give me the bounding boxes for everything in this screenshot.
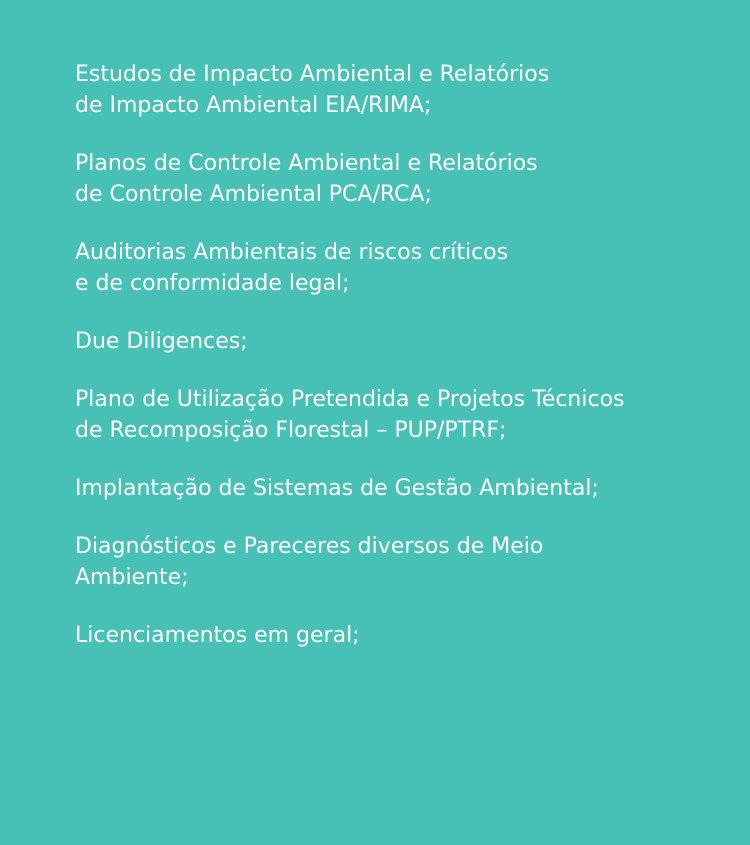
- service-line: de Impacto Ambiental EIA/RIMA;: [75, 93, 432, 118]
- service-item-diagnosticos: [75, 531, 710, 593]
- service-item-pup-ptrf: [75, 384, 710, 446]
- service-item-licenciamentos: [75, 620, 710, 651]
- service-line: Estudos de Impacto Ambiental e Relatórios: [75, 62, 550, 87]
- service-line: Due Diligences;: [75, 329, 248, 354]
- service-item-due-diligences: [75, 326, 710, 357]
- service-line: Diagnósticos e Pareceres diversos de Meio: [75, 534, 544, 559]
- service-line: Planos de Controle Ambiental e Relatórios: [75, 151, 538, 176]
- service-item-sga: [75, 473, 710, 504]
- service-line: e de conformidade legal;: [75, 271, 350, 296]
- service-line: de Recomposição Florestal – PUP/PTRF;: [75, 418, 507, 443]
- service-line: Auditorias Ambientais de riscos críticos: [75, 240, 509, 265]
- service-line: Licenciamentos em geral;: [75, 623, 360, 648]
- service-line: Ambiente;: [75, 565, 189, 590]
- services-list: [75, 59, 710, 651]
- service-item-pca-rca: [75, 148, 710, 210]
- service-line: Implantação de Sistemas de Gestão Ambiental;: [75, 476, 599, 501]
- service-line: Plano de Utilização Pretendida e Projetos Técnicos: [75, 387, 625, 412]
- service-item-eia-rima: [75, 59, 710, 121]
- service-item-auditorias: [75, 237, 710, 299]
- service-line: de Controle Ambiental PCA/RCA;: [75, 182, 432, 207]
